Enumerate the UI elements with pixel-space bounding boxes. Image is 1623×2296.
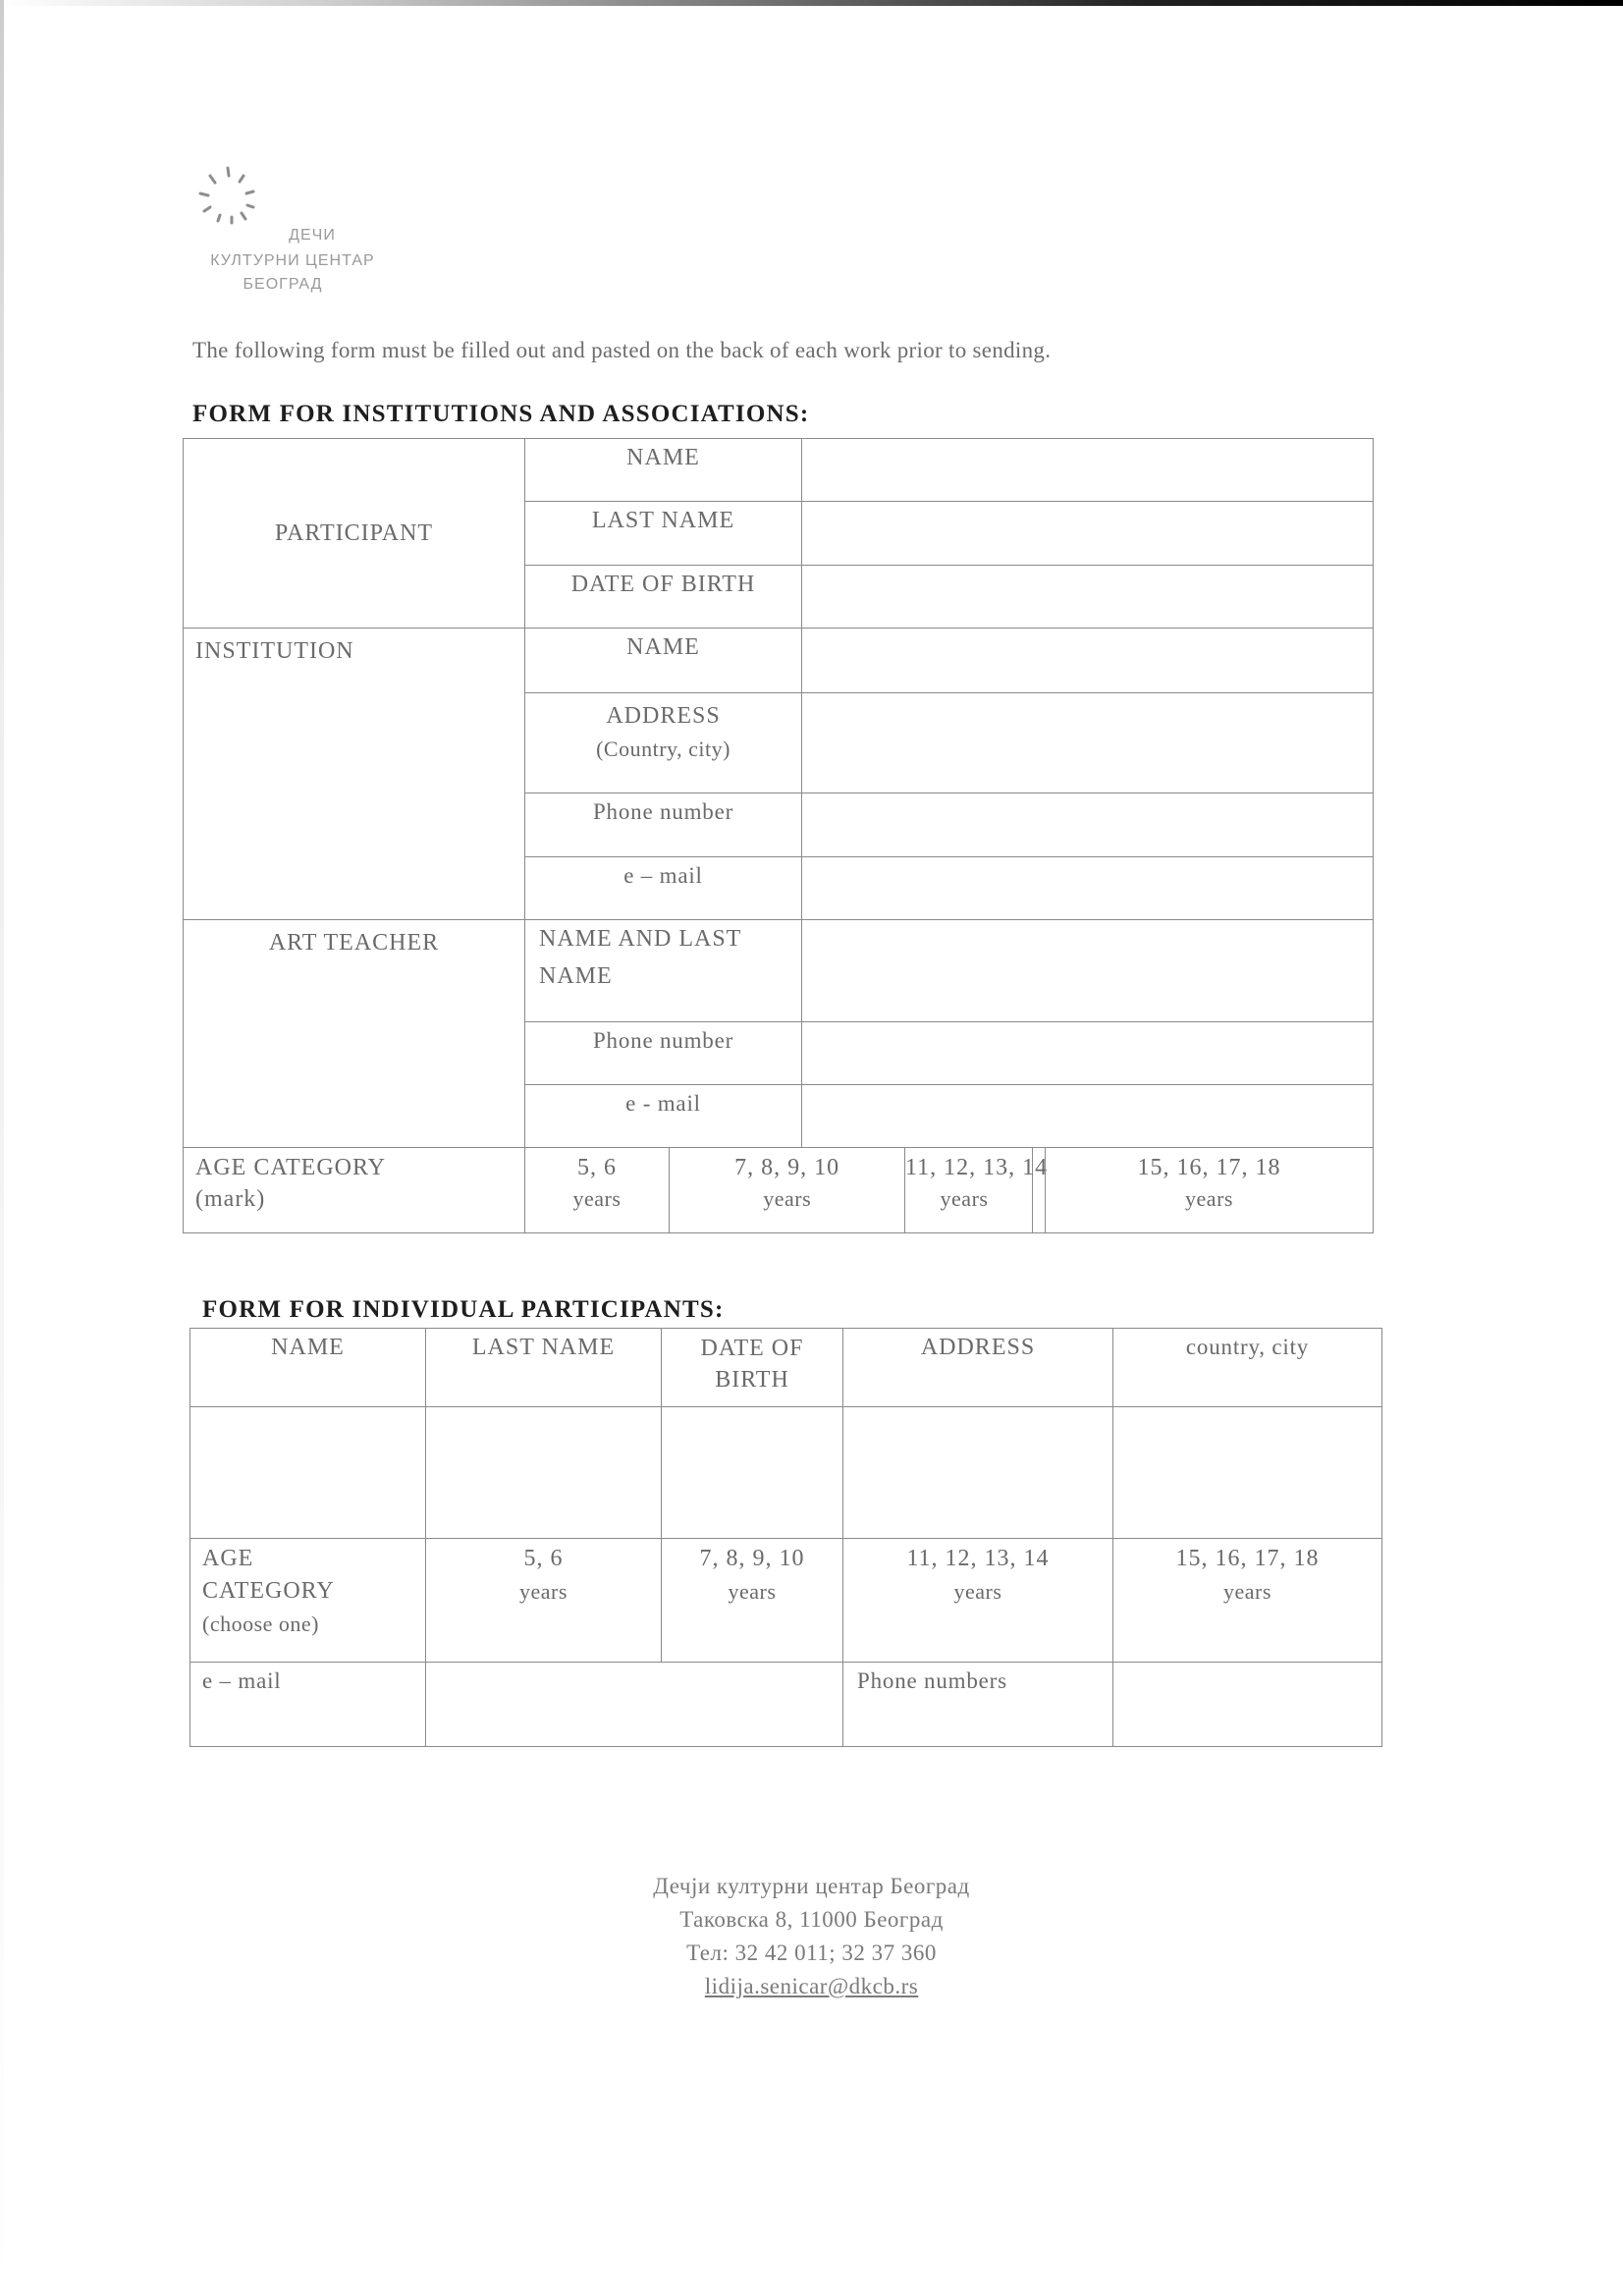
institution-email-field[interactable]	[802, 857, 1374, 920]
phone-field[interactable]	[1113, 1663, 1382, 1747]
age-option-2-unit: years	[763, 1186, 812, 1211]
footer	[0, 1870, 1623, 2003]
participant-label-cell	[184, 439, 525, 629]
logo-line-3: БЕОГРАД	[243, 276, 323, 293]
col-header-address: ADDRESS	[843, 1329, 1113, 1407]
age-choice-3[interactable]	[843, 1539, 1113, 1663]
col-header-dob-2: BIRTH	[715, 1367, 789, 1393]
col-header-country-city: country, city	[1113, 1329, 1382, 1407]
col-header-dob	[662, 1329, 843, 1407]
logo	[185, 162, 401, 300]
institution-phone-field[interactable]	[802, 793, 1374, 857]
col-header-dob-1: DATE OF	[700, 1336, 804, 1361]
age-choice-1-unit: years	[519, 1579, 568, 1604]
institution-address-label-cell	[525, 693, 802, 793]
institution-email-label: e – mail	[525, 857, 802, 920]
art-teacher-email-label: e - mail	[525, 1085, 802, 1148]
art-teacher-email-field[interactable]	[802, 1085, 1374, 1148]
logo-line-2: КУЛТУРНИ ЦЕНТАР	[210, 252, 375, 269]
age-choice-3-unit: years	[953, 1579, 1002, 1604]
institution-label-cell	[184, 629, 525, 920]
institution-address-field[interactable]	[802, 693, 1374, 793]
age-option-4-unit: years	[1185, 1186, 1233, 1211]
art-teacher-name-label-2: NAME	[539, 963, 613, 989]
participant-last-name-field[interactable]	[802, 502, 1374, 566]
institutions-form-heading: FORM FOR INSTITUTIONS AND ASSOCIATIONS:	[192, 401, 810, 427]
institution-address-label: ADDRESS	[606, 703, 721, 729]
dob-field[interactable]	[662, 1407, 843, 1539]
participant-dob-field[interactable]	[802, 566, 1374, 629]
col-header-last-name: LAST NAME	[426, 1329, 662, 1407]
age-choice-4-unit: years	[1223, 1579, 1271, 1604]
age-choice-3-ages: 11, 12, 13, 14	[906, 1546, 1050, 1571]
age-category-label-1: AGE CATEGORY	[195, 1155, 387, 1180]
age-choice-2[interactable]	[662, 1539, 843, 1663]
instruction-text: The following form must be filled out and pasted on the back of each work prior to sending.	[192, 338, 1052, 362]
scan-top-edge	[0, 0, 1623, 6]
institution-address-sublabel: (Country, city)	[596, 737, 730, 761]
institution-name-field[interactable]	[802, 629, 1374, 693]
address-field[interactable]	[843, 1407, 1113, 1539]
age-option-1[interactable]	[525, 1148, 670, 1233]
art-teacher-name-label-1: NAME AND LAST	[539, 926, 742, 952]
phone-label: Phone numbers	[843, 1663, 1113, 1747]
participant-name-label: NAME	[525, 439, 802, 502]
participant-dob-label: DATE OF BIRTH	[525, 566, 802, 629]
age-category-2-label-3: (choose one)	[202, 1612, 320, 1636]
age-choice-2-ages: 7, 8, 9, 10	[699, 1546, 805, 1571]
age-category-2-label-1: AGE	[202, 1546, 254, 1571]
email-label: e – mail	[190, 1663, 426, 1747]
institution-name-label: NAME	[525, 629, 802, 693]
footer-email-link[interactable]: lidija.senicar@dkcb.rs	[704, 1974, 919, 1998]
age-choice-1[interactable]	[426, 1539, 662, 1663]
art-teacher-label-cell	[184, 920, 525, 1148]
logo-line-1: ДЕЧИ	[289, 227, 336, 244]
age-category-2-label-2: CATEGORY	[202, 1578, 335, 1604]
art-teacher-phone-field[interactable]	[802, 1022, 1374, 1085]
individuals-form-heading: FORM FOR INDIVIDUAL PARTICIPANTS:	[202, 1296, 725, 1323]
art-teacher-name-label-cell	[525, 920, 802, 1022]
last-name-field[interactable]	[426, 1407, 662, 1539]
country-city-field[interactable]	[1113, 1407, 1382, 1539]
age-option-4-ages: 15, 16, 17, 18	[1137, 1155, 1281, 1180]
age-category-label-cell-2	[190, 1539, 426, 1663]
participant-name-field[interactable]	[802, 439, 1374, 502]
participant-label: PARTICIPANT	[274, 520, 434, 546]
institution-label: INSTITUTION	[195, 638, 354, 664]
footer-org-name: Дечји културни центар Београд	[653, 1874, 970, 1898]
age-option-1-ages: 5, 6	[577, 1155, 617, 1180]
institution-phone-label: Phone number	[525, 793, 802, 857]
art-teacher-label: ART TEACHER	[268, 930, 440, 956]
individuals-form-table	[189, 1328, 1382, 1747]
age-option-2-ages: 7, 8, 9, 10	[734, 1155, 840, 1180]
participant-last-name-label: LAST NAME	[525, 502, 802, 566]
age-option-3-4[interactable]	[905, 1148, 1374, 1233]
institutions-form-table	[183, 438, 1374, 1233]
age-option-3-unit: years	[940, 1186, 989, 1211]
art-teacher-phone-label: Phone number	[525, 1022, 802, 1085]
age-choice-2-unit: years	[728, 1579, 777, 1604]
age-category-label-2: (mark)	[195, 1186, 266, 1212]
age-category-label-cell	[184, 1148, 525, 1233]
col-header-name: NAME	[190, 1329, 426, 1407]
age-choice-1-ages: 5, 6	[523, 1546, 564, 1571]
email-field[interactable]	[426, 1663, 843, 1747]
footer-address: Таковска 8, 11000 Београд	[679, 1907, 944, 1932]
age-option-1-unit: years	[572, 1186, 622, 1211]
age-choice-4[interactable]	[1113, 1539, 1382, 1663]
age-choice-4-ages: 15, 16, 17, 18	[1175, 1546, 1320, 1571]
age-option-3-ages: 11, 12, 13, 14	[905, 1155, 1049, 1180]
art-teacher-name-field[interactable]	[802, 920, 1374, 1022]
footer-phone: Тел: 32 42 011; 32 37 360	[686, 1941, 937, 1965]
name-field[interactable]	[190, 1407, 426, 1539]
